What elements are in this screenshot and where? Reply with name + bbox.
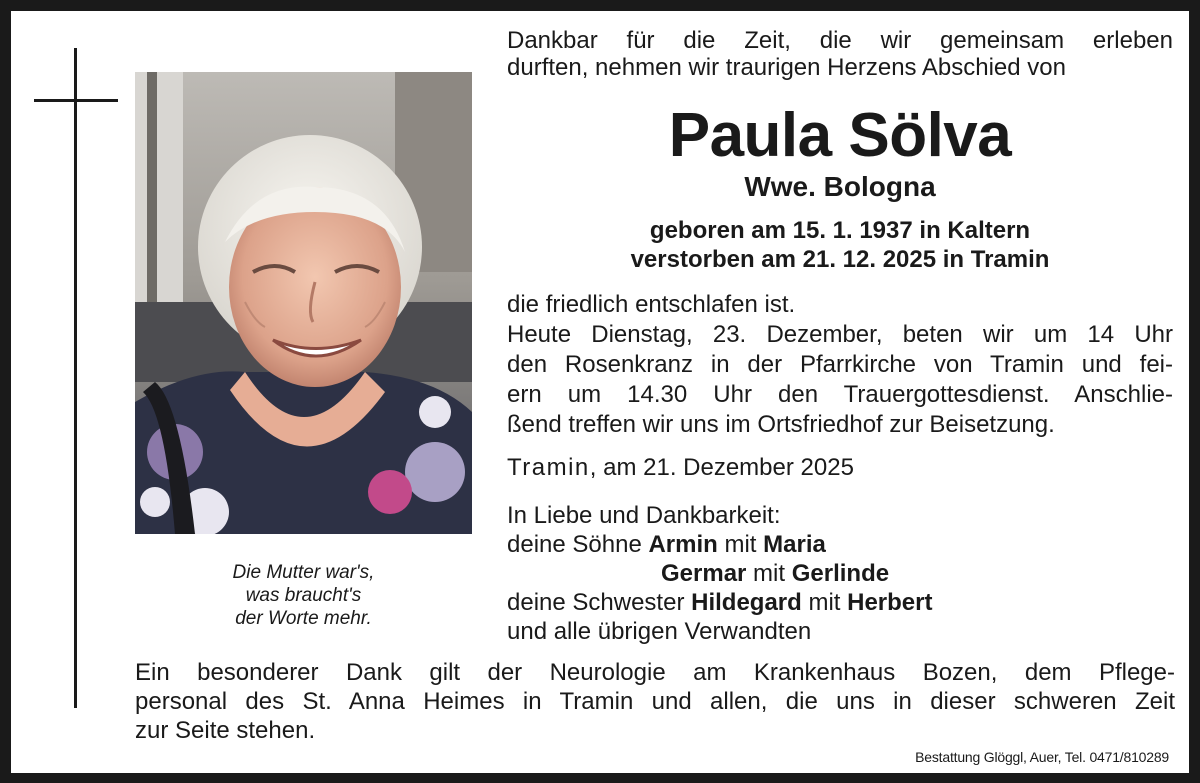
body-line: ern um 14.30 Uhr den Trauergottesdienst. Anschlie- <box>507 381 1173 408</box>
body-line: ßend treffen wir uns im Ortsfriedhof zur Beisetzung. <box>507 411 1055 438</box>
life-dates <box>507 216 1173 274</box>
thanks-line: personal des St. Anna Heimes in Tramin und allen, die uns in dieser schweren Zeit <box>135 688 1175 715</box>
body-line: Heute Dienstag, 23. Dezember, beten wir um 14 Uhr <box>507 321 1173 348</box>
son-name: Germar <box>661 560 747 587</box>
with-word: mit <box>801 589 848 616</box>
sister-line <box>507 588 1173 617</box>
thanks-line: Ein besonderer Dank gilt der Neurologie am Krankenhaus Bozen, dem Pflege- <box>135 659 1175 686</box>
son-name: Armin <box>648 531 718 558</box>
deceased-name: Paula Sölva <box>668 101 1012 170</box>
partner-name: Gerlinde <box>791 560 890 587</box>
sister-prefix: deine Schwester <box>507 589 692 616</box>
thanks-line: zur Seite stehen. <box>135 717 316 744</box>
body-line: die friedlich entschlafen ist. <box>507 291 796 318</box>
relatives-line: und alle übrigen Verwandten <box>507 618 812 645</box>
place-date <box>507 453 854 483</box>
partner-name: Maria <box>763 531 826 558</box>
quote-line: Die Mutter war's, <box>232 562 375 583</box>
date: , am 21. Dezember 2025 <box>589 454 854 481</box>
quote-line: was braucht's <box>245 585 362 606</box>
intro-line: Dankbar für die Zeit, die wir gemeinsam erleben <box>507 27 1173 54</box>
quote <box>135 561 472 630</box>
death-date: verstorben am 21. 12. 2025 in Tramin <box>630 246 1050 273</box>
birth-date: geboren am 15. 1. 1937 in Kaltern <box>649 217 1031 244</box>
place: Tramin <box>507 454 590 481</box>
sons-prefix: deine Söhne <box>507 531 649 558</box>
portrait-photo <box>135 72 472 534</box>
sons-line <box>507 530 1173 559</box>
funeral-home-footer: Bestattung Glöggl, Auer, Tel. 0471/810289 <box>915 749 1169 765</box>
body-line: den Rosenkranz in der Pfarrkirche von Tramin und fei- <box>507 351 1173 378</box>
sons-line <box>507 559 1173 588</box>
with-word: mit <box>717 531 764 558</box>
with-word: mit <box>746 560 792 587</box>
partner-name: Herbert <box>847 589 933 616</box>
family-intro: In Liebe und Dankbarkeit: <box>507 502 781 529</box>
funeral-details <box>507 290 1173 440</box>
thanks-text <box>135 658 1175 745</box>
intro-line: durften, nehmen wir traurigen Herzens Abschied von <box>507 54 1066 81</box>
family-list <box>507 501 1173 646</box>
sister-name: Hildegard <box>691 589 802 616</box>
quote-line: der Worte mehr. <box>235 608 372 629</box>
widow-of: Wwe. Bologna <box>744 171 936 202</box>
intro-text <box>507 27 1173 81</box>
